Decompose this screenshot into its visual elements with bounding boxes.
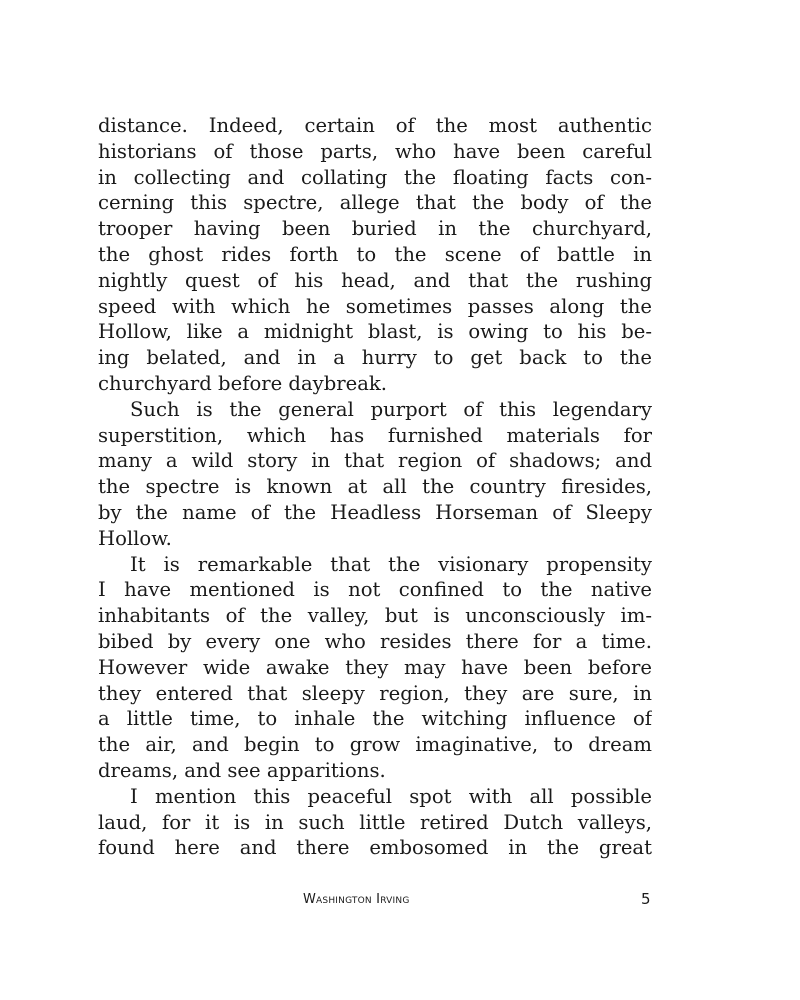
text-line: historians of those parts, who have been careful bbox=[98, 139, 652, 163]
text-line: many a wild story in that region of shadows; and bbox=[98, 449, 652, 473]
text-line: I have mentioned is not confined to the native bbox=[98, 578, 652, 602]
text-line: I mention this peaceful spot with all possible bbox=[130, 784, 652, 808]
text-line: cerning this spectre, allege that the body of the bbox=[98, 191, 652, 215]
text-line: the spectre is known at all the country firesides, bbox=[98, 475, 652, 499]
text-line: However wide awake they may have been before bbox=[98, 655, 652, 679]
text-line: Such is the general purport of this legendary bbox=[130, 397, 652, 421]
text-line: It is remarkable that the visionary propensity bbox=[130, 552, 652, 576]
text-line: Hollow. bbox=[98, 526, 172, 550]
body-text bbox=[98, 113, 652, 861]
text-line: superstition, which has furnished materials for bbox=[98, 423, 652, 447]
text-line: by the name of the Headless Horseman of Sleepy bbox=[98, 500, 652, 524]
text-line: Hollow, like a midnight blast, is owing to his be- bbox=[98, 320, 652, 344]
text-line: nightly quest of his head, and that the rushing bbox=[98, 268, 652, 292]
text-line: they entered that sleepy region, they are sure, in bbox=[98, 681, 652, 705]
text-line: the ghost rides forth to the scene of battle in bbox=[98, 242, 652, 266]
text-line: inhabitants of the valley, but is unconsciously im- bbox=[98, 604, 652, 628]
text-line: in collecting and collating the floating facts con- bbox=[98, 165, 652, 189]
text-line: dreams, and see apparitions. bbox=[98, 758, 386, 782]
text-line: speed with which he sometimes passes along the bbox=[98, 294, 652, 318]
page-number: 5 bbox=[641, 890, 651, 908]
text-line: churchyard before daybreak. bbox=[98, 371, 388, 395]
text-line: ing belated, and in a hurry to get back to the bbox=[98, 346, 652, 370]
text-line: laud, for it is in such little retired Dutch valleys, bbox=[98, 810, 652, 834]
running-footer-author: Washington Irving bbox=[303, 892, 410, 907]
text-line: the air, and begin to grow imaginative, to dream bbox=[98, 733, 652, 757]
text-line: trooper having been buried in the churchyard, bbox=[98, 217, 652, 241]
text-line: bibed by every one who resides there for a time. bbox=[98, 629, 652, 653]
text-line: a little time, to inhale the witching influence of bbox=[98, 707, 652, 731]
text-line: distance. Indeed, certain of the most authentic bbox=[98, 114, 652, 137]
text-line: found here and there embosomed in the great bbox=[98, 836, 652, 860]
